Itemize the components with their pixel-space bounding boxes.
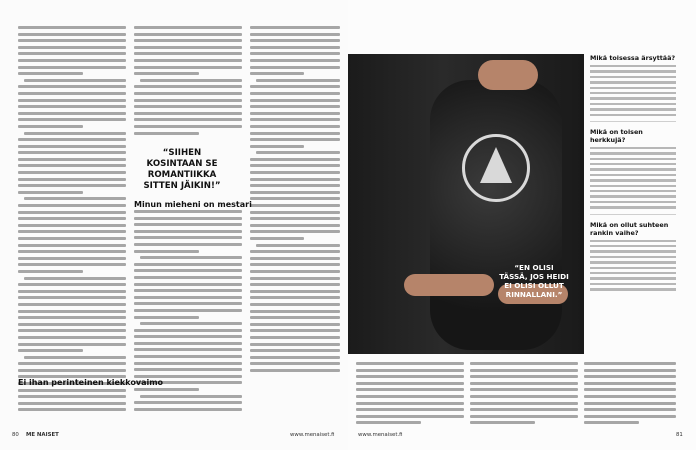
sidebar-question-3: Mikä on ollut suhteen rankin vaihe? [590,220,669,237]
footer-magazine-name: ME NAISET [26,432,59,438]
footer-url-right: www.menaiset.fi [358,432,403,438]
right-text-column-1 [356,362,464,428]
left-text-column-3 [250,26,340,375]
left-text-column-2 [134,26,242,138]
footer-url-left: www.menaiset.fi [290,432,335,438]
section-heading-kiekkovaimo: Ei ihan perinteinen kiekkovaimo [18,378,164,387]
portrait-photo [348,54,584,354]
right-text-column-3 [584,362,676,428]
left-text-column-1 [18,26,126,415]
sidebar-question-2: Mikä on toisen herkkujä? [590,127,643,144]
section-heading-mestari: Minun mieheni on mestari [134,200,252,209]
sidebar-question-1: Mikä toisessa ärsyttää? [590,54,676,62]
pull-quote: “SIIHEN KOSINTAAN SE ROMANTIIKKA SITTEN JÄIKIN!” [143,148,221,191]
footer-page-number-left: 80 [12,432,19,438]
shirt-logo-icon [462,134,530,202]
footer-page-number-right: 81 [676,432,683,438]
photo-quote: “EN OLISI TÄSSÄ, JOS HEIDI EI OLISI OLLUT RINNALLANI.” [499,263,569,299]
right-text-column-2 [470,362,578,428]
sidebar-qa [590,54,676,294]
